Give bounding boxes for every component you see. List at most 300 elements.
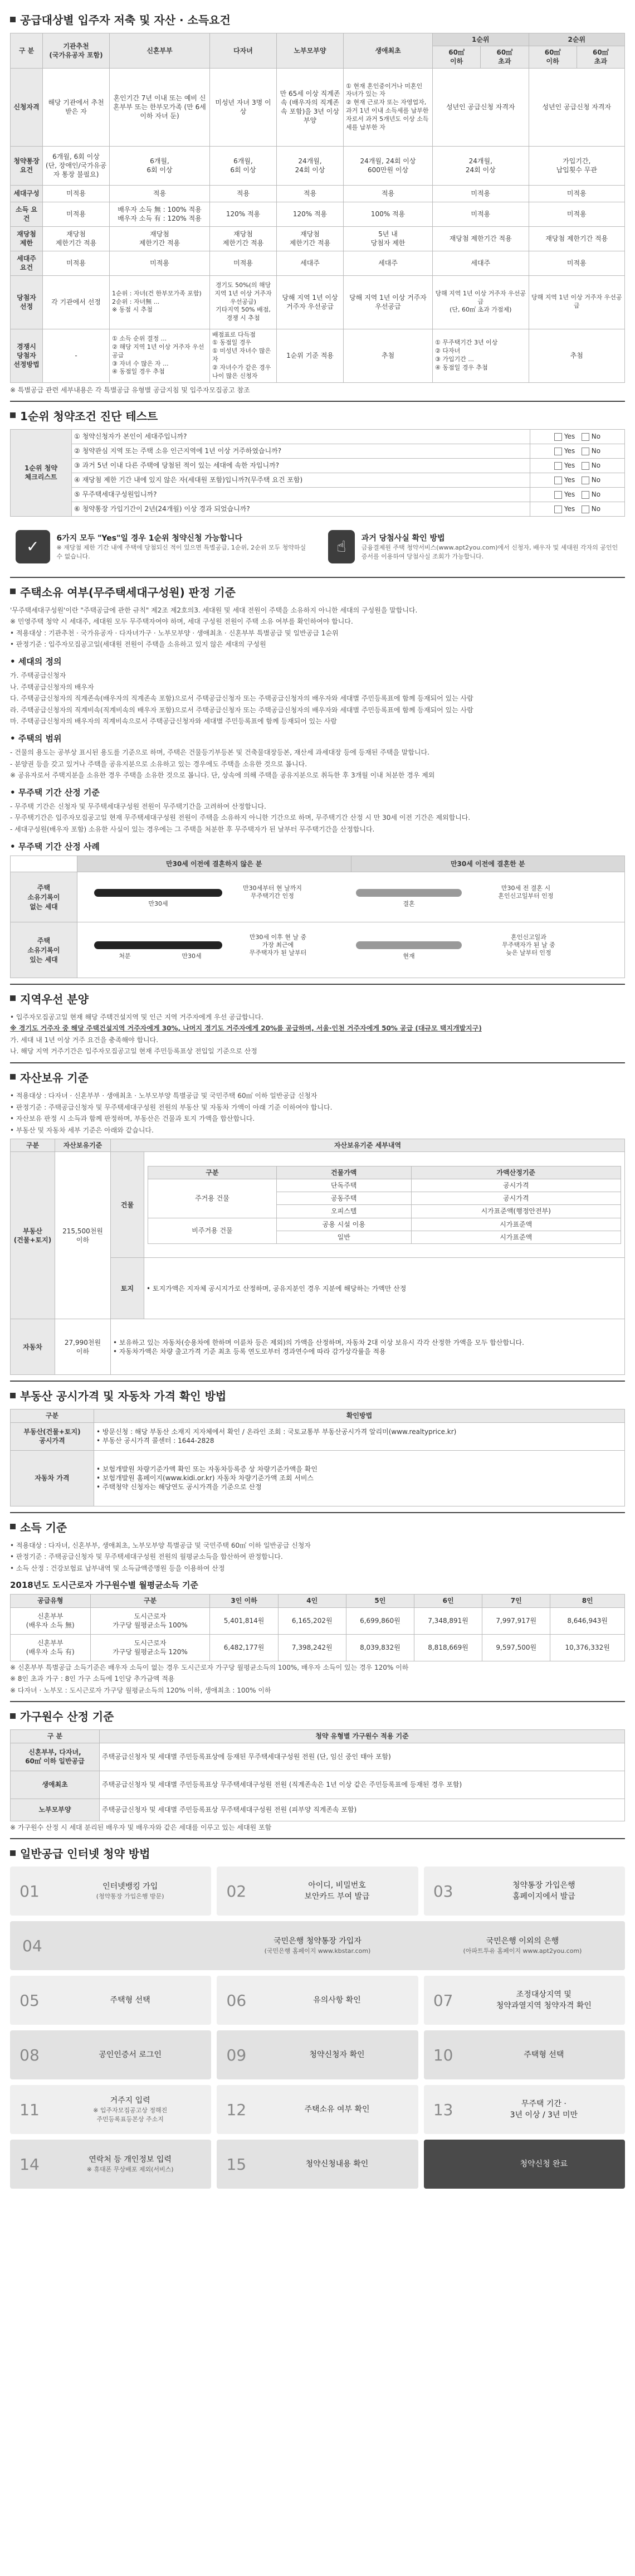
th: 6인 (414, 1595, 482, 1607)
para: - 무주택 기간은 신청자 및 무주택세대구성원 전원이 무주택기간을 고려하여 산정합니다. (10, 802, 266, 810)
banner-eligible (10, 524, 312, 569)
no-checkbox[interactable] (582, 448, 589, 455)
cell: 6,165,202원 (278, 1607, 346, 1634)
checklist-answer[interactable] (530, 473, 625, 487)
square-bullet-icon (10, 17, 16, 22)
cell: 신혼부부 (배우자 소득 有) (11, 1634, 91, 1661)
section-title-text: 공급대상별 입주자 저축 및 자산 · 소득요건 (20, 13, 231, 27)
th-elderly: 노부모부양 (277, 33, 344, 69)
step-title: 인터넷뱅킹 가입 (102, 1882, 158, 1892)
cell: 당해 지역 1년 이상 거주자 우선공급 (단, 60㎡ 초과 가점제) (433, 275, 529, 329)
cell: 8,646,943원 (550, 1607, 625, 1634)
th: 청약 유형별 가구원수 적용 기준 (100, 1730, 625, 1743)
cell: 성년인 공급신청 자격자 (433, 68, 529, 146)
step-title: 청약신청자 확인 (309, 2050, 365, 2060)
section-title-household (10, 1708, 625, 1724)
th: 구 분 (11, 1730, 100, 1743)
para: • 적용대상 : 기관추천 · 국가유공자 · 다자녀가구 · 노부모부양 · 생애최초 · 신혼부부 특별공급 및 일반공급 1순위 (10, 629, 339, 637)
cell: ① 현재 혼인중이거나 미혼인 자녀가 있는 자 ② 현재 근로자 또는 자영업자, 과거 1년 이내 소득세를 납부한 자로서 과거 5개년도 이상 소득세를 납부한 자 (344, 68, 433, 146)
divider (10, 1512, 625, 1513)
step-title: 무주택 기간 · 3년 이상 / 3년 미만 (510, 2099, 578, 2120)
step-number: 13 (433, 2100, 453, 2119)
step-text (49, 2154, 211, 2174)
subheading: • 무주택 기간 산정 기준 (10, 787, 100, 798)
para: 나. 해당 지역 거주기간은 입주자모집공고일 현재 주민등록표상 전입일 기준으로 산정 (10, 1047, 257, 1056)
no-checkbox[interactable] (582, 477, 589, 484)
step-title: 유의사항 확인 (313, 1996, 361, 2005)
step-title: 청약통장 가입은행 홈페이지에서 발급 (512, 1880, 575, 1902)
section-title-price-check (10, 1387, 625, 1403)
th: 공급유형 (11, 1595, 91, 1607)
para: • 판정기준 : 주택공급신청자 및 무주택세대구성원 전원의 월평균소득을 합산하여 판정합니다. (10, 1553, 283, 1561)
checklist-question: ③ 과거 5년 이내 다른 주택에 당첨된 적이 있는 세대에 속한 자입니까? (72, 458, 530, 473)
yes-checkbox[interactable] (554, 433, 562, 441)
timeline-row-own (11, 922, 624, 978)
no-checkbox[interactable] (582, 491, 589, 499)
cell: 재당첨 제한기간 적용 (43, 226, 110, 251)
step-complete (424, 2140, 625, 2189)
para: • 자산보유 판정 시 소득과 함께 판정하며, 부동산은 건물과 토지 가액을 합산합니다. (10, 1115, 255, 1123)
cell: 도시근로자 가구당 월평균소득 120% (90, 1634, 210, 1661)
th-size2: 60㎡ 초과 (481, 46, 529, 68)
para: • 판정기준 : 입주자모집공고일(세대원 전원이 주택을 소유하고 있지 않은 세대의 구성원 (10, 640, 266, 649)
cell: 당해 지역 1년 이상 거주자 우선공급 (529, 275, 625, 329)
checklist-label: 1순위 청약 체크리스트 (11, 429, 72, 516)
th-rank2: 2순위 (529, 33, 625, 46)
para: • 부동산 및 자동차 세부 기준은 아래와 같습니다. (10, 1126, 154, 1134)
no-checkbox[interactable] (582, 433, 589, 441)
eligibility-table (10, 33, 625, 383)
cell: 미적용 (210, 251, 277, 275)
blank-cell (11, 856, 77, 872)
section-title-ownership (10, 584, 625, 600)
checklist-question: ⑤ 무주택세대구성원입니까? (72, 487, 530, 502)
th: 4인 (278, 1595, 346, 1607)
step-number: 12 (226, 2100, 247, 2119)
realty-value: 215,500천원 이하 (55, 1152, 111, 1319)
cell: 24개월, 24회 이상 600만원 이상 (344, 146, 433, 185)
step-text (215, 1936, 420, 1956)
row-label: 소득 요건 (11, 202, 43, 226)
checklist-question: ⑥ 청약통장 가입기간이 2년(24개월) 이상 경과 되었습니까? (72, 502, 530, 516)
th: 자산보유기준 세부내역 (111, 1139, 625, 1152)
th: 8인 (550, 1595, 625, 1607)
section-title-regional (10, 990, 625, 1007)
yes-label: Yes (564, 505, 575, 513)
timeline-body (77, 922, 624, 978)
cell: 만 65세 이상 직계존속 (배우자의 직계존속 포함)을 3년 이상 부양 (277, 68, 344, 146)
bldg-table (148, 1166, 621, 1244)
row-label: 노부모부양 (11, 1799, 100, 1821)
cell: 세대주 (277, 251, 344, 275)
no-label: No (591, 505, 601, 513)
th-size4: 60㎡ 초과 (577, 46, 624, 68)
step (217, 1867, 418, 1916)
cell: 9,597,500원 (482, 1634, 550, 1661)
cell: 적용 (344, 185, 433, 202)
square-bullet-icon (10, 1713, 16, 1719)
cell: 재당첨 제한기간 적용 (110, 226, 210, 251)
banner-text (57, 532, 307, 561)
checklist-banner (10, 524, 625, 569)
cell: 10,376,332원 (550, 1634, 625, 1661)
step (217, 2030, 418, 2079)
cell: 재당첨 제한기간 적용 (433, 226, 529, 251)
cell: 6개월, 6회 이상 (단, 장애인/국가유공자 통장 불필요) (43, 146, 110, 185)
period-timeline (10, 856, 625, 978)
no-label: No (591, 476, 601, 484)
row-label: 세대구성 (11, 185, 43, 202)
cell: 추첨 (344, 329, 433, 382)
cell: • 방문신청 : 해당 부동산 소재지 지자체에서 확인 / 온라인 조회 : 국토교통부 부동산공시가격 알리미(www.realtyprice.kr) • 부동산 공시가격 콜센터 : 1644-2828 (94, 1422, 625, 1450)
step-sub: ※ 입주자모집공고상 정해진 주민등록표등본상 주소지 (93, 2107, 168, 2123)
cell: 120% 적용 (277, 202, 344, 226)
checklist-answer[interactable] (530, 458, 625, 473)
subheading: 2018년도 도시근로자 가구원수별 월평균소득 기준 (10, 1580, 198, 1591)
step-title: 주택소유 여부 확인 (304, 2105, 370, 2115)
square-bullet-icon (10, 995, 16, 1001)
cell: 5년 내 당첨자 제한 (344, 226, 433, 251)
timeline-tick: 결혼 (403, 900, 415, 907)
cell: 오피스텔 (276, 1205, 411, 1218)
hand-pointer-icon: ☝ (328, 530, 355, 563)
checklist-answer[interactable] (530, 502, 625, 516)
row-label: 자동차 가격 (11, 1450, 94, 1506)
section-title-text: 소득 기준 (20, 1520, 67, 1534)
kb-title: 국민은행 청약통장 가입자 (273, 1937, 362, 1946)
cell: 공용 시설 이용 (276, 1218, 411, 1231)
square-bullet-icon (10, 1393, 16, 1398)
cell: 6,482,177원 (210, 1634, 278, 1661)
other-bank-sub: (아파트투유 홈페이지 www.apt2you.com) (463, 1947, 582, 1955)
divider (10, 1701, 625, 1702)
cell: 8,039,832원 (346, 1634, 414, 1661)
section-title-text: 부동산 공시가격 및 자동차 가격 확인 방법 (20, 1389, 227, 1403)
cell: 시가표준액 (411, 1231, 621, 1243)
section-title-text: 가구원수 산정 기준 (20, 1710, 114, 1724)
square-bullet-icon (10, 589, 16, 594)
row-label: 청약통장 요건 (11, 146, 43, 185)
banner-desc: ※ 재당첨 제한 기간 내에 주택에 당첨되신 적이 있으면 특별공급, 1순위, 2순위 모두 청약하실 수 없습니다. (56, 544, 306, 560)
step-number: 15 (226, 2155, 247, 2174)
cell: 7,997,917원 (482, 1607, 550, 1634)
step-number: 10 (433, 2045, 453, 2064)
timeline-bar (94, 889, 222, 897)
cell: 주택공급신청자 및 세대별 주민등록표상 무주택세대구성원 전원 (직계존속은 1년 이상 같은 주민등록표에 등재된 경우 포함) (100, 1771, 625, 1799)
cell: 공동주택 (276, 1192, 411, 1205)
car-value: 27,990천원 이하 (55, 1319, 111, 1375)
checklist-answer[interactable] (530, 444, 625, 458)
subheading: • 세대의 정의 (10, 657, 62, 667)
timeline-row-noown (11, 872, 624, 922)
yes-label: Yes (564, 490, 575, 499)
cell: 미적용 (529, 251, 625, 275)
row-label: 세대주 요건 (11, 251, 43, 275)
yes-checkbox[interactable] (554, 506, 562, 513)
cell: 24개월, 24회 이상 (433, 146, 529, 185)
yes-checkbox[interactable] (554, 448, 562, 455)
para: • 입주자모집공고일 현재 해당 주택건설지역 및 인근 지역 거주자에게 우선 공급합니다. (10, 1013, 263, 1021)
row-label: 당첨자 선정 (11, 275, 43, 329)
step (424, 1867, 625, 1916)
para: ※ 공유자로서 주택지분을 소유한 경우 주택을 소유한 것으로 봅니다. 단, 상속에 의해 주택을 공유지분으로 취득한 후 3개월 이내 처분한 경우 제외 (10, 771, 435, 780)
checklist-answer[interactable] (530, 429, 625, 444)
cell: 미적용 (529, 185, 625, 202)
yes-label: Yes (564, 432, 575, 441)
square-bullet-icon (10, 1850, 16, 1856)
cell: 재당첨 제한기간 적용 (529, 226, 625, 251)
section-title-text: 지역우선 분양 (20, 992, 89, 1006)
cell: 120% 적용 (210, 202, 277, 226)
cell: 주택공급신청자 및 세대별 주민등록표상 무주택세대구성원 전원 (피부양 직계존속 포함) (100, 1799, 625, 1821)
th-size1: 60㎡ 이하 (433, 46, 481, 68)
square-bullet-icon (10, 412, 16, 418)
cell: 신혼부부 (배우자 소득 無) (11, 1607, 91, 1634)
step (10, 2140, 211, 2189)
cell: 적용 (277, 185, 344, 202)
asset-table (10, 1139, 625, 1375)
step (10, 2085, 211, 2134)
step-number: 04 (22, 1936, 42, 1955)
cell: 재당첨 제한기간 적용 (210, 226, 277, 251)
th-firsttime: 생애최초 (344, 33, 433, 69)
realty-label: 부동산 (건물+토지) (11, 1152, 55, 1319)
no-checkbox[interactable] (582, 462, 589, 470)
cell: ① 무주택기간 3년 이상 ② 다자녀 ③ 가입기간 ... ④ 동점일 경우 추첨 (433, 329, 529, 382)
step-title: 주택형 선택 (110, 1996, 150, 2005)
timeline-tick: 처분 (119, 952, 131, 960)
para: - 건물의 용도는 공부상 표시된 용도를 기준으로 하며, 주택은 건물등기부등본 및 건축물대장등본, 재산세 과세대장 등에 등재된 주택을 말합니다. (10, 748, 429, 756)
timeline-bar (356, 941, 462, 949)
no-label: No (591, 490, 601, 499)
banner-desc: 금융결제원 주택 청약서비스(www.apt2you.com)에서 신청자, 배우자 및 세대원 각자의 공인인증서를 이용하여 당첨사실 조회가 가능합니다. (361, 544, 618, 560)
cell: 미적용 (433, 202, 529, 226)
timeline-text: 만30세 전 결혼 시 혼인신고일부터 인정 (498, 884, 554, 900)
step (424, 1976, 625, 2025)
timeline-label: 주택 소유기록이 없는 세대 (11, 872, 77, 922)
th-newlywed: 신혼부부 (110, 33, 210, 69)
cell: 1순위 : 자녀(건 한부모가족 포함) 2순위 : 자녀無 ... ※ 동점 시 추첨 (110, 275, 210, 329)
no-label: No (591, 461, 601, 470)
divider (10, 577, 625, 578)
step-number: 11 (19, 2100, 40, 2119)
timeline-head-married: 만30세 이전에 결혼한 분 (351, 856, 625, 872)
cell: 미적용 (529, 202, 625, 226)
cell: 일반 (276, 1231, 411, 1243)
step (10, 1867, 211, 1916)
th: 건물가액 (276, 1166, 411, 1179)
document-check-icon: ✓ (16, 530, 50, 563)
cell: 단독주택 (276, 1179, 411, 1192)
step-number: 03 (433, 1882, 453, 1901)
cell: 주거용 건물 (148, 1179, 277, 1218)
cell: 공시가격 (411, 1192, 621, 1205)
para: ※ 민영주택 청약 시 세대주, 세대원 모두 무주택자여야 하며, 세대 구성원 전원이 주택 소유 여부를 확인하여야 합니다. (10, 618, 353, 626)
step-title: 공인인증서 로그인 (99, 2050, 162, 2060)
subheading: • 주택의 범위 (10, 733, 62, 743)
timeline-tick: 만30세 (148, 900, 168, 907)
step-title: 청약신청 완료 (520, 2160, 568, 2169)
para: 마. 주택공급신청자의 배우자의 직계비속으로서 주택공급신청자와 세대별 주민등록표에 함께 등재되어 있는 사람 (10, 717, 337, 726)
para: • 적용대상 : 다자녀 · 신혼부부 · 생애최초 · 노부모부양 특별공급 및 국민주택 60㎡ 이하 일반공급 신청자 (10, 1091, 318, 1100)
step-number: 07 (433, 1991, 453, 2010)
cell: 7,348,891원 (414, 1607, 482, 1634)
price-check-table (10, 1409, 625, 1506)
square-bullet-icon (10, 1074, 16, 1080)
note: ※ 다자녀 · 노부모 : 도시근로자 가구당 월평균소득의 120% 이하, 생애최초 : 100% 이하 (10, 1686, 271, 1694)
timeline-bar (356, 889, 462, 897)
steps-grid (10, 1867, 625, 2189)
timeline-label: 주택 소유기록이 있는 세대 (11, 922, 77, 978)
note: ※ 8인 초과 가구 : 8인 가구 소득에 1인당 추가금액 적용 (10, 1675, 175, 1683)
step-number: 06 (226, 1991, 247, 2010)
para: 가. 주택공급신청자 (10, 672, 66, 679)
para: - 무주택기간은 입주자모집공고일 현재 무주택세대구성원 전원이 주택을 소유하지 아니한 기간으로 하며, 무주택기간 산정 시 만 30세 이전 기간은 제외합니다. (10, 814, 471, 822)
cell: 미적용 (43, 251, 110, 275)
row-label: 신혼부부, 다자녀, 60㎡ 이하 일반공급 (11, 1743, 100, 1771)
section-title-checklist (10, 407, 625, 424)
yes-checkbox[interactable] (554, 477, 562, 484)
cell: 적용 (110, 185, 210, 202)
section-title-eligibility (10, 11, 625, 27)
cell: 세대주 (344, 251, 433, 275)
cell: 미성년 자녀 3명 이상 (210, 68, 277, 146)
subheading: • 무주택 기간 산정 사례 (10, 841, 100, 852)
para: 나. 주택공급신청자의 배우자 (10, 683, 94, 691)
cell: 적용 (210, 185, 277, 202)
no-checkbox[interactable] (582, 506, 589, 513)
section-title-assets (10, 1069, 625, 1085)
divider (10, 984, 625, 985)
row-label: 부동산(건물+토지) 공시가격 (11, 1422, 94, 1450)
th-agency: 기관추천 (국가유공자 포함) (43, 33, 110, 69)
cell: 공시가격 (411, 1179, 621, 1192)
square-bullet-icon (10, 1524, 16, 1529)
no-label: No (591, 447, 601, 455)
cell: 미적용 (110, 251, 210, 275)
cell: 당해 지역 1년 이상 거주자 우선공급 (344, 275, 433, 329)
step (217, 2085, 418, 2134)
th: 구분 (148, 1166, 277, 1179)
cell: 가입기간, 납입횟수 무관 (529, 146, 625, 185)
cell: 1순위 기준 적용 (277, 329, 344, 382)
timeline-head-unmarried: 만30세 이전에 결혼하지 않은 분 (77, 856, 351, 872)
cell: 배점표로 다득점 ① 동점일 경우 ① 미성년 자녀수 많은 자 ② 자녀수가 같은 경우 나이 많은 신청자 (210, 329, 277, 382)
yes-checkbox[interactable] (554, 491, 562, 499)
banner-history (323, 524, 625, 569)
section-title-text: 주택소유 여부(무주택세대구성원) 판정 기준 (20, 585, 236, 599)
household-table (10, 1729, 625, 1821)
para: 라. 주택공급신청자의 직계비속(직계비속의 배우자 포함)으로서 주택공급신청자 또는 주택공급신청자의 배우자와 세대별 주민등록표에 함께 등재되어 있는 사람 (10, 706, 473, 714)
step (424, 2085, 625, 2134)
row-label: 경쟁시 당첨자 선정방법 (11, 329, 43, 382)
cell: 도시근로자 가구당 월평균소득 100% (90, 1607, 210, 1634)
step (10, 1976, 211, 2025)
cell: 배우자 소득 無 : 100% 적용 배우자 소득 有 : 120% 적용 (110, 202, 210, 226)
income-table (10, 1594, 625, 1661)
cell: 7,398,242원 (278, 1634, 346, 1661)
checklist-question: ④ 재당첨 제한 기간 내에 있지 않은 자(세대원 포함)입니까?(무주택 요건 포함) (72, 473, 530, 487)
cell: 6개월, 6회 이상 (210, 146, 277, 185)
th: 3인 이하 (210, 1595, 278, 1607)
divider (10, 1062, 625, 1063)
row-label: 신청자격 (11, 68, 43, 146)
timeline-tick: 현재 (403, 952, 415, 960)
th-multichild: 다자녀 (210, 33, 277, 69)
th: 구분 (11, 1409, 94, 1422)
footnote: ※ 특별공급 관련 세부내용은 각 특별공급 유형별 공급지침 및 입주자모집공고 참조 (10, 386, 250, 394)
step-title: 연락처 등 개인정보 입력 (89, 2155, 172, 2165)
yes-label: Yes (564, 447, 575, 455)
checklist-answer[interactable] (530, 487, 625, 502)
cell: 시가표준액 (411, 1218, 621, 1231)
step-text (49, 1881, 211, 1901)
step-title: 거주지 입력 (110, 2096, 150, 2106)
step-title: 조정대상지역 및 청약과열지역 청약자격 확인 (496, 1990, 592, 2011)
section-title-text: 자산보유 기준 (20, 1071, 89, 1085)
timeline-header (11, 856, 624, 872)
step-number: 14 (19, 2155, 40, 2174)
timeline-bar (94, 941, 222, 949)
cell: 8,818,669원 (414, 1634, 482, 1661)
cell: 세대주 (433, 251, 529, 275)
car-text: • 보유하고 있는 자동차(승용차에 한하며 이륜차 등은 제외)의 가액을 산정하며, 자동차 2대 이상 보유시 각각 산정한 가액을 모두 합산합니다. • 자동차가액은 차량 출고가격 기준 최초 등록 연도로부터 경과연수에 따라 감가상각률을 적용 (111, 1319, 625, 1375)
banner-text (362, 532, 619, 561)
cell: 주택공급신청자 및 세대별 주민등록표상에 등재된 무주택세대구성원 전원 (단, 임신 중인 태아 포함) (100, 1743, 625, 1771)
cell: ① 소득 순위 결정 ... ② 해당 지역 1년 이상 거주자 우선공급 ③ 자녀 수 많은 자 ... ④ 동점일 경우 추첨 (110, 329, 210, 382)
timeline-text: 혼인신고일과 무주택자가 된 날 중 늦은 날부터 인정 (502, 933, 555, 957)
note: ※ 가구원수 산정 시 세대 분리된 배우자 및 배우자와 같은 세대를 이루고 있는 세대원 포함 (10, 1823, 272, 1831)
divider (10, 1381, 625, 1382)
th: 자산보유기준 (55, 1139, 111, 1152)
timeline-header-body (77, 856, 624, 872)
other-bank-title: 국민은행 이외의 은행 (486, 1937, 559, 1946)
cell: 당해 지역 1년 이상 거주자 우선공급 (277, 275, 344, 329)
cell: 미적용 (43, 185, 110, 202)
cell: 5,401,814원 (210, 1607, 278, 1634)
kb-sub: (국민은행 홈페이지 www.kbstar.com) (264, 1947, 371, 1955)
row-label: 생애최초 (11, 1771, 100, 1799)
para: • 판정기준 : 주택공급신청자 및 무주택세대구성원 전원의 부동산 및 자동차 가액이 아래 기준 이하여야 합니다. (10, 1103, 333, 1111)
section-title-text: 1순위 청약조건 진단 테스트 (20, 409, 158, 423)
step (10, 2030, 211, 2079)
step-number: 08 (19, 2045, 40, 2064)
para: • 적용대상 : 다자녀, 신혼부부, 생애최초, 노부모부양 특별공급 및 국민주택 60㎡ 이하 일반공급 신청자 (10, 1541, 311, 1549)
step-bank-choice (10, 1921, 625, 1970)
step-sub: ※ 휴대폰 무상배포 제외(서비스) (86, 2166, 174, 2174)
cell: 시가표준액(행정안전부) (411, 1205, 621, 1218)
cell: • 보험개발원 차량기준가액 확인 또는 자동차등록증 상 차량기준가액을 확인 • 보험개발원 홈페이지(www.kidi.or.kr) 자동차 차량기준가액 조회 서비스 • 주택청약 신청자는 해당연도 공시가격을 기준으로 산정 (94, 1450, 625, 1506)
timeline-text: 만30세 이후 현 날 중 가장 최근에 무주택자가 된 날부터 (249, 933, 307, 957)
th: 가액산정기준 (411, 1166, 621, 1179)
step (424, 2030, 625, 2079)
car-label: 자동차 (11, 1319, 55, 1375)
th: 확인방법 (94, 1409, 625, 1422)
cell: 미적용 (433, 185, 529, 202)
step-number: 01 (19, 1882, 40, 1901)
cell: 재당첨 제한기간 적용 (277, 226, 344, 251)
yes-checkbox[interactable] (554, 462, 562, 470)
step-text (420, 1936, 625, 1956)
step (217, 2140, 418, 2189)
cell: 추첨 (529, 329, 625, 382)
cell: 해당 기관에서 추천 받은 자 (43, 68, 110, 146)
timeline-text: 만30세부터 현 날까지 무주택기간 인정 (243, 884, 302, 900)
para: '무주택세대구성원'이란 "주택공급에 관한 규칙" 제2조 제2호의3. 세대원 및 세대 전원이 주택을 소유하지 아니한 세대의 구성원을 말합니다. (10, 606, 418, 614)
yes-label: Yes (564, 476, 575, 484)
th-size3: 60㎡ 이하 (529, 46, 577, 68)
th: 5인 (346, 1595, 414, 1607)
